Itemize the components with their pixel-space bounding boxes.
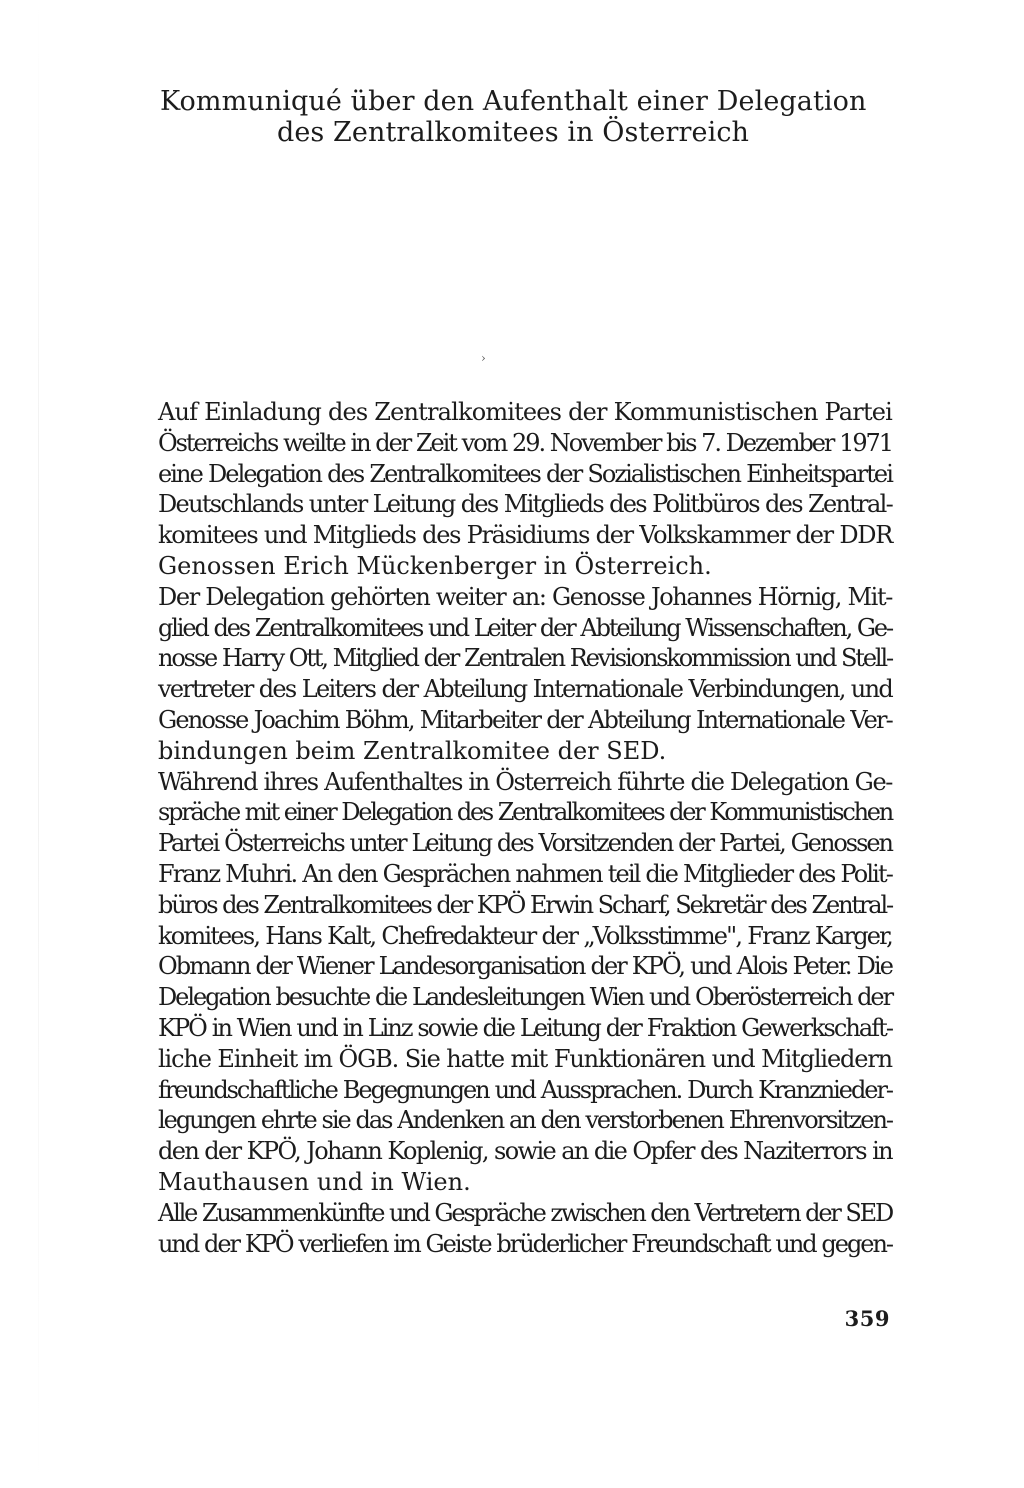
text-line: legungen ehrte sie das Andenken an den verstorbenen Ehrenvorsitzen-	[158, 1106, 892, 1135]
text-line: Partei Österreichs unter Leitung des Vorsitzenden der Partei, Genossen	[158, 829, 892, 858]
text-line: Genosse Joachim Böhm, Mitarbeiter der Abteilung Internationale Ver-	[158, 705, 892, 734]
text-line: und der KPÖ verliefen im Geiste brüderlicher Freundschaft und gegen-	[158, 1229, 892, 1258]
text-line: Franz Muhri. An den Gesprächen nahmen teil die Mitglieder des Polit-	[158, 859, 892, 888]
text-line: Auf Einladung des Zentralkomitees der Kommunistischen Partei	[158, 398, 892, 426]
text-line: Deutschlands unter Leitung des Mitglieds des Politbüros des Zentral-	[158, 490, 892, 519]
text-line: spräche mit einer Delegation des Zentralkomitees der Kommunistischen	[158, 798, 892, 827]
text-line: büros des Zentralkomitees der KPÖ Erwin Scharf, Sekretär des Zentral-	[158, 890, 892, 919]
text-line: Der Delegation gehörten weiter an: Genosse Johannes Hörnig, Mit-	[158, 582, 892, 611]
document-title	[160, 86, 866, 148]
page-number: 359	[844, 1306, 890, 1331]
title-line: Kommuniqué über den Aufenthalt einer Delegation	[160, 86, 867, 117]
text-line: Delegation besuchte die Landesleitungen Wien und Oberösterreich der	[158, 983, 892, 1012]
text-line: glied des Zentralkomitees und Leiter der Abteilung Wissenschaften, Ge-	[158, 613, 892, 642]
title-line: des Zentralkomitees in Österreich	[276, 117, 750, 148]
paragraph	[158, 1198, 892, 1260]
text-line: Genossen Erich Mückenberger in Österreich.	[158, 551, 712, 580]
text-line: den der KPÖ, Johann Koplenig, sowie an die Opfer des Naziterrors in	[158, 1137, 892, 1166]
text-line: Während ihres Aufenthaltes in Österreich führte die Delegation Ge-	[158, 767, 892, 796]
text-line: liche Einheit im ÖGB. Sie hatte mit Funktionären und Mitgliedern	[158, 1044, 892, 1073]
text-line: KPÖ in Wien und in Linz sowie die Leitung der Fraktion Gewerkschaft-	[158, 1013, 892, 1042]
text-line: Mauthausen und in Wien.	[158, 1167, 471, 1196]
text-line: vertreter des Leiters der Abteilung Internationale Verbindungen, und	[158, 675, 892, 704]
text-line: nosse Harry Ott, Mitglied der Zentralen Revisionskommission und Stell-	[158, 644, 892, 673]
text-line: komitees und Mitglieds des Präsidiums der Volkskammer der DDR	[158, 521, 892, 550]
text-line: bindungen beim Zentralkomitee der SED.	[158, 736, 667, 765]
body-text	[158, 397, 892, 1259]
paragraph	[158, 397, 892, 582]
stray-mark: ›	[481, 351, 486, 365]
paragraph	[158, 767, 892, 1198]
text-line: freundschaftliche Begegnungen und Aussprachen. Durch Kranznieder-	[158, 1075, 892, 1104]
text-line: Österreichs weilte in der Zeit vom 29. November bis 7. Dezember 1971	[158, 428, 892, 457]
text-line: komitees, Hans Kalt, Chefredakteur der „Volksstimme", Franz Karger,	[158, 921, 892, 950]
text-line: Alle Zusammenkünfte und Gespräche zwischen den Vertretern der SED	[158, 1198, 892, 1227]
text-line: Obmann der Wiener Landesorganisation der KPÖ, und Alois Peter. Die	[158, 952, 892, 981]
scan-edge	[38, 0, 39, 1488]
paragraph	[158, 582, 892, 767]
text-line: eine Delegation des Zentralkomitees der Sozialistischen Einheitspartei	[158, 459, 892, 488]
